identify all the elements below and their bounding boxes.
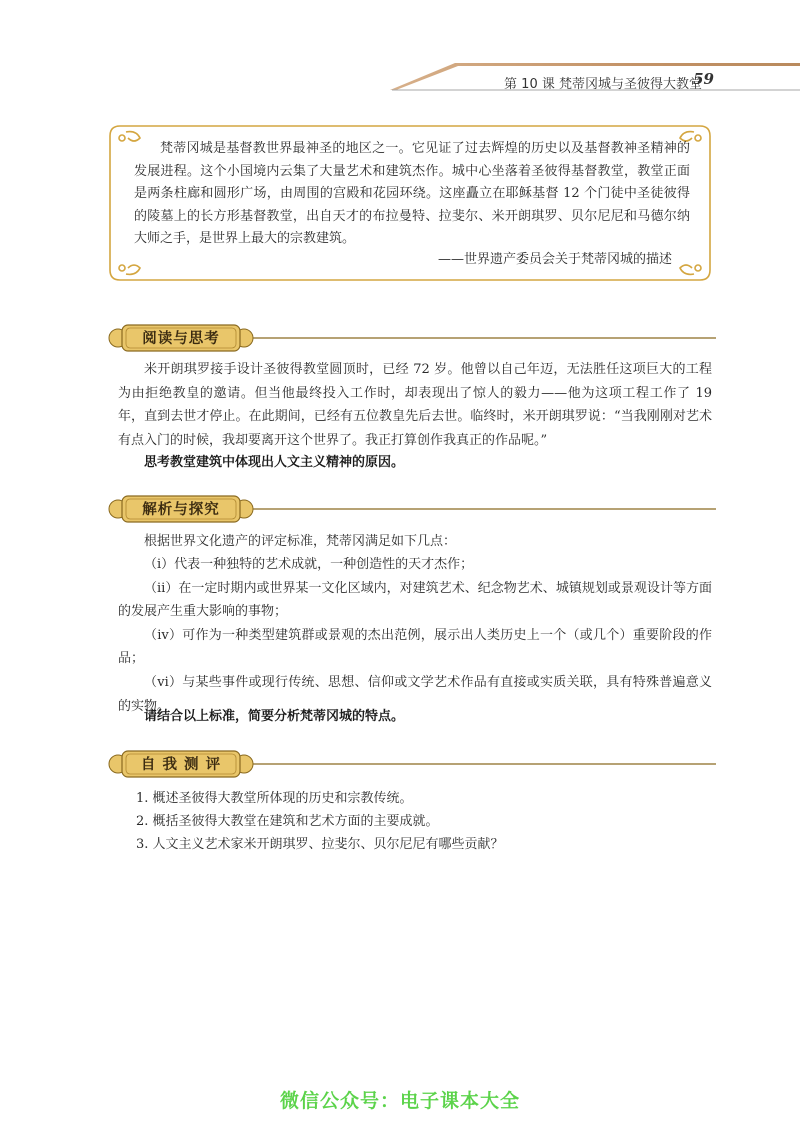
reading-paragraph: 米开朗琪罗接手设计圣彼得教堂圆顶时，已经 72 岁。他曾以自己年迈，无法胜任这项巨大的工程为由拒绝教皇的邀请。但当他最终投入工作时，却表现出了惊人的毅力——他为这项工程工作了 19 年，直到去世才停止。在此期间，已经有五位教皇先后去世。临终时，米开朗琪罗说：“当我刚刚对艺术有点入门的时候，我却要离开这个世界了。我正打算创作我真正的作品呢。” bbox=[118, 362, 712, 448]
section-label-reading: 阅读与思考 bbox=[142, 331, 220, 347]
analysis-question: 请结合以上标准，简要分析梵蒂冈城的特点。 bbox=[144, 709, 405, 724]
section-label-analysis: 解析与探究 bbox=[142, 502, 220, 518]
quote-source: ——世界遗产委员会关于梵蒂冈城的描述 bbox=[437, 252, 672, 267]
header-band bbox=[0, 0, 800, 100]
criteria-list bbox=[118, 553, 712, 718]
quote-text: 梵蒂冈城是基督教世界最神圣的地区之一。它见证了过去辉煌的历史以及基督教神圣精神的发展进程。这个小国境内云集了大量艺术和建筑杰作。城中心坐落着圣彼得基督教堂，教堂正面是两条柱廊和圆形广场，由周围的宫殿和花园环绕。这座矗立在耶稣基督 12 个门徒中圣徒彼得的陵墓上的长方形基督教堂，出自天才的布拉曼特、拉斐尔、米开朗琪罗、贝尔尼尼和马德尔纳大师之手，是世界上最大的宗教建筑。 bbox=[134, 141, 690, 247]
lesson-title: 第 10 课 梵蒂冈城与圣彼得大教堂 bbox=[504, 77, 702, 92]
section-head-analysis bbox=[106, 492, 716, 526]
analysis-intro: 根据世界文化遗产的评定标准，梵蒂冈满足如下几点： bbox=[144, 534, 457, 549]
criteria-item: （ⅱ）在一定时期内或世界某一文化区域内，对建筑艺术、纪念物艺术、城镇规划或景观设计等方面的发展产生重大影响的事物； bbox=[118, 580, 712, 620]
watermark-text: 微信公众号：电子课本大全 bbox=[279, 1090, 520, 1112]
criteria-item: （ⅵ）与某些事件或现行传统、思想、信仰或文学艺术作品有直接或实质关联，具有特殊普遍意义的实物。 bbox=[118, 674, 712, 714]
section-head-self-test bbox=[106, 747, 716, 781]
reading-question: 思考教堂建筑中体现出人文主义精神的原因。 bbox=[144, 455, 405, 470]
section-label-self-test: 自 我 测 评 bbox=[140, 757, 222, 773]
section-head-reading bbox=[106, 321, 716, 355]
criteria-item: （ⅰ）代表一种独特的艺术成就，一种创造性的天才杰作； bbox=[144, 557, 474, 572]
criteria-item: （ⅳ）可作为一种类型建筑群或景观的杰出范例，展示出人类历史上一个（或几个）重要阶段的作品； bbox=[118, 627, 712, 667]
quote-frame bbox=[104, 120, 716, 286]
self-test-item: 2. 概括圣彼得大教堂在建筑和艺术方面的主要成就。 bbox=[136, 814, 439, 830]
self-test-list bbox=[136, 787, 504, 857]
page-number: 59 bbox=[693, 70, 714, 88]
self-test-item: 3. 人文主义艺术家米开朗琪罗、拉斐尔、贝尔尼尼有哪些贡献？ bbox=[136, 837, 504, 853]
self-test-item: 1. 概述圣彼得大教堂所体现的历史和宗教传统。 bbox=[136, 791, 413, 806]
